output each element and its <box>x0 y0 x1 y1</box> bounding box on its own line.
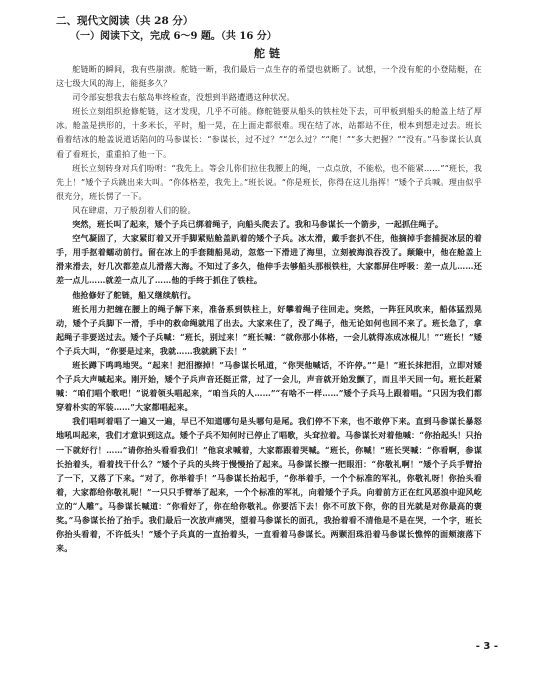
article-paragraph: 班长立刻转身对兵们吩咐：“我先上。等会儿你们拉住我腰上的绳，一点点放，不能松，也不能紧……”“班长，我先上！”矮个子兵跳出来大叫。“你体格差，我先上。”班长说。“你是班长，你得在这儿指挥！”矮个子兵喊。理由似乎很充分，班长愣了一下。 <box>56 162 482 201</box>
page-number: - 3 - <box>475 641 498 652</box>
article-paragraph: 我们唱呵着唱了一遍又一遍，早已不知道哪句是头哪句是尾。我们停不下来，也不敢停下来。直到马参谋长暴怒地吼叫起来，我们才意识到这点。矮个子兵不知何时已停止了唱歌，头耷拉着。马参谋长对着他喊：“你抬起头！只抬一下就好行！……”请你抬头看看我们！”他哀求喊着，大家都跟着哭喊。“班长，你喊！”班长哭喊：“你看啊，参谋长抬着头，看着找干什么？”矮个子兵的头终于慢慢抬了起来。马参谋长擦一把眼泪：“你敬礼啊！”矮个子兵手臂抬了一下，又落了下来。“对了，你举着手！”马参谋长抬起手，“你举着手，一个个标准的军礼，你敬礼呀！你抬头看着，大家都给你敬礼呢！”一只只手臂举了起来，一个个标准的军礼，向着矮个子兵。向着前方正在红风恶浪中迎风屹立的“人雕”。马参谋长喊道：“你看好了，你在给你敬礼。你要活下去！你不可放下你，你的目光就是对你最高的褒奖。”马参谋长抬了抬手。我们最后一次放声痛哭，望着马参谋长的面孔，我抬着看不清他是不是在哭，一个字，班长你抬头看着，不许低头！”矮个子兵真的一直抬着头，一直看着马参谋长。两颗泪珠沿着马参谋长憔悴的面颊滚落下来。 <box>56 416 482 554</box>
article-title: 舵链 <box>254 47 284 60</box>
article-paragraph: 空气凝固了，大家紧盯着又开手脚紧贴舱盖趴着的矮个子兵。冰太滑，戴手套扒不住，他摘掉手套捕捉冰层的着手，用手抠着蠕动前行。留在冰上的手套随船晃动，忽悠一下滑进了海里，立刻被海浪吞没了。颠簸中，他在舱盖上滑来滑去，好几次都差点儿滑落大海。不知过了多久，他伸手去够船头那根铁柱，大家都屏住呼吸：差一点儿……还差一点儿……就差一点儿了……他的手终于抓住了铁柱。 <box>56 233 482 286</box>
article-paragraph: 班长立刻组织抢修舵链，这才发现，几乎不可能。修舵链要从船头的铁柱处下去，可甲板到船头的舱盖上结了厚冰。舱盖是拱形的，十多米长，平时，船一晃，在上面走都很难。现在结了冰，站都站不住，根本到想走过去。班长看着结冰的舱盖说道话陷问的马参谋长：“参谋长，过不过？”“怎么过？”“爬！”“多大把握？”“没有。”马参谋长认真看了看班长，重重拍了他一下。 <box>56 106 482 159</box>
section-heading: 二、现代文阅读（共 28 分） <box>56 15 194 27</box>
article-body <box>56 62 482 555</box>
sub-heading: （一）阅读下文，完成 6～9 题。（共 16 分） <box>70 31 277 42</box>
article-paragraph: 舵链断的瞬间，我有些崩溃。舵链一断，我们最后一点生存的希望也就断了。试想，一个没有舵的小登陆艇，在这七级大风的海上，能挺多久？ <box>56 64 482 89</box>
article-paragraph: 司令部妄想我去右舷岛隼终检查，没想到半路遭遇这种状况。 <box>72 92 295 103</box>
article-paragraph: 班长用力把缠在腰上的绳子解下来，准备系到铁柱上，好攀着绳子往回走。突然，一阵狂风吹来，船体猛烈晃动，矮个子兵脚下一滑，手中的救命绳就甩了出去。大家来住了，没了绳子，他无论如何也回不来了。班长急了，拿起绳子非要送过去。矮个子兵喊：“班长，别过来！”班长喊：“就你那小体格，一会儿就得冻成冰棍儿！”“班长！”矮个子兵大叫，“你要是过来，我就……我就跳下去！” <box>56 303 482 356</box>
article-paragraph: 突然，班长叫了起来，矮个子兵已绑着绳子，向船头爬去了。我和马参谋长一个箭步，一起抓住绳子。 <box>72 219 444 230</box>
article-paragraph: 风在肆虐，刀子般刮着人们的脸。 <box>72 204 196 215</box>
article-paragraph: 班长蹲下鸣鸣地哭。“起来！把泪擦掉！”马参谋长吼道，“你哭他喊话，不许停。”“是！”班长抹把泪，立即对矮个子兵大声喊起来。刚开始，矮个子兵声音还挺正常，过了一会儿，声音就开始发颤了，而且半天回一句。班长赶紧喊：“咱们唱个歌吧！”说着领头唱起来，“咱当兵的人……”“有啥不一样……”矮个子兵马上跟着唱。“只因为我们都穿着朴实的军装……”大家都唱起来。 <box>56 359 482 413</box>
article-paragraph: 他抢修好了舵链，船又继续航行。 <box>72 289 196 300</box>
